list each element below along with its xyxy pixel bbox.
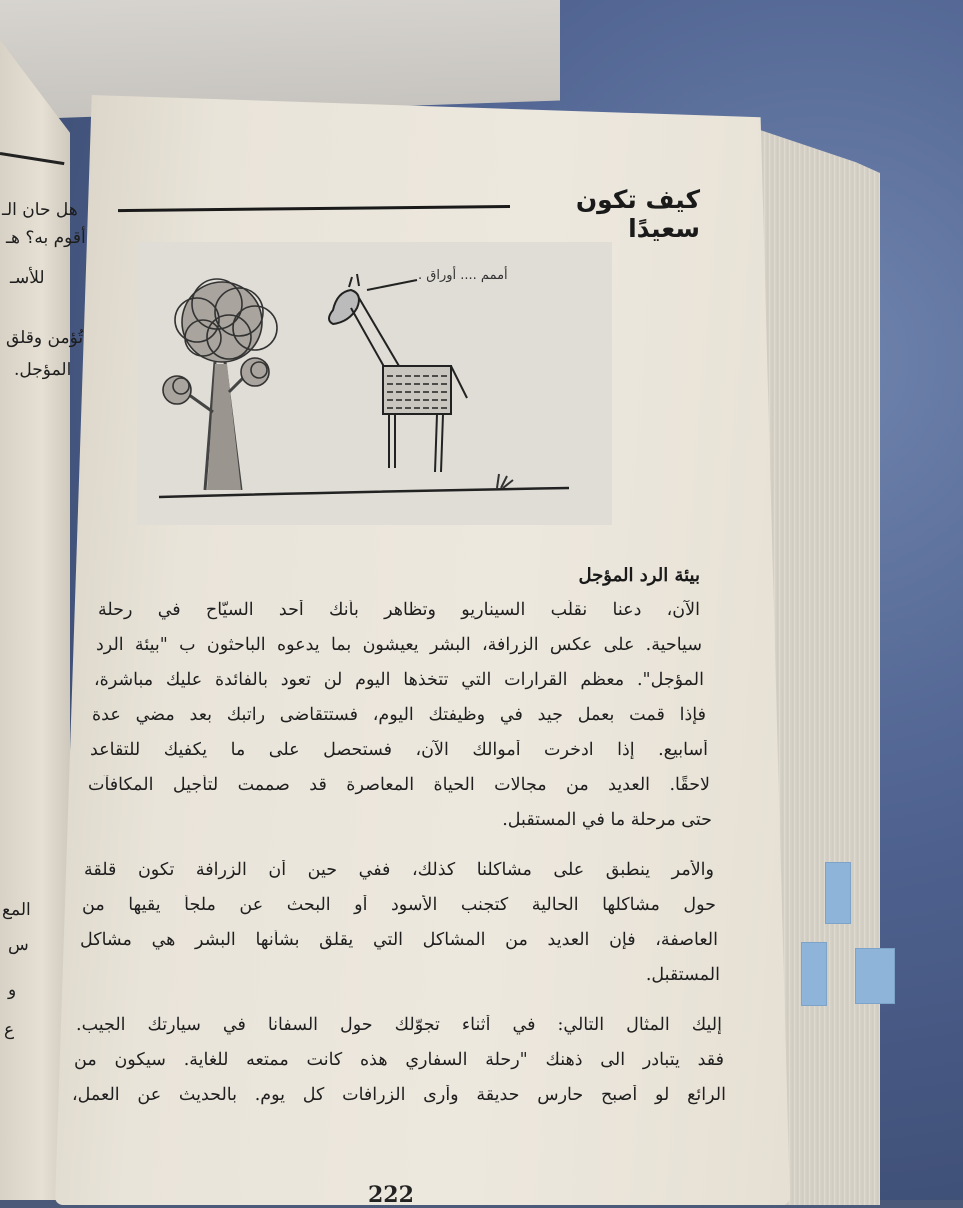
text-line: العاصفة، فإن العديد من المشاكل التي يقلق بشأنها البشر هي مشاكل [80,930,718,950]
text-line: فإذا قمت بعمل جيد في وظيفتك اليوم، فستتقاضى راتبك بعد مضي عدة [92,705,706,725]
text-line: الرائع لو أصبح حارس حديقة وأرى الزرافات كل يوم. بالحديث عن العمل، [72,1085,726,1105]
left-text-fragment: للأسـ [10,268,45,288]
left-text-fragment: أقوم به؟ هـ [6,228,86,248]
text-line: المستقبل. [645,965,720,985]
left-text-fragment: ع [4,1020,15,1040]
text-line: فقد يتبادر الى ذهنك "رحلة السفاري هذه كانت ممتعه للغاية. سيكون من [74,1050,724,1070]
illustration-caption: أممم .... أوراق . [418,268,508,283]
section-heading: بيئة الرد المؤجل [578,565,700,586]
text-line: أسابيع. إذا ادخرت أموالك الآن، فستحصل على ما يكفيك للتقاعد [90,740,708,760]
left-text-fragment: هل حان الـ [2,200,78,220]
text-line: سياحية. على عكس الزرافة، البشر يعيشون بما يدعوه الباحثون ب "بيئة الرد [96,635,702,655]
left-text-fragment: و [8,980,17,1000]
text-line: والأمر ينطبق على مشاكلنا كذلك، ففي حين أن الزرافة تكون قلقة [84,860,714,880]
left-text-fragment: المؤجل. [14,360,72,380]
giraffe-drawing [137,242,612,525]
page-number: 222 [368,1182,414,1208]
sticky-tab [855,948,895,1004]
left-text-fragment: س [8,935,29,955]
text-line: المؤجل". معظم القرارات التي تتخذها اليوم لن تعود بالفائدة عليك مباشرة، [94,670,704,690]
sticky-tab [801,942,827,1006]
giraffe-illustration [137,242,612,525]
text-line: حتى مرحلة ما في المستقبل. [502,810,712,830]
running-head: كيف تكون سعيدًا [575,185,700,243]
text-line: إليك المثال التالي: في أثناء تجوّلك حول السفانا في سيارتك الجيب. [76,1015,722,1035]
text-line: لاحقًا. العديد من مجالات الحياة المعاصرة قد صممت لتأجيل المكافآت [88,775,710,795]
sticky-tab [825,862,851,924]
text-line: حول مشاكلها الحالية كتجنب الأسود أو البحث عن ملجأ يقيها من [82,895,716,915]
text-line: الآن، دعنا نقلّب السيناريو وتظاهر بأنك أحد السيّاح في رحلة [98,600,700,620]
left-text-fragment: تُؤمن وقلق [6,328,84,348]
left-text-fragment: المع [2,900,31,920]
